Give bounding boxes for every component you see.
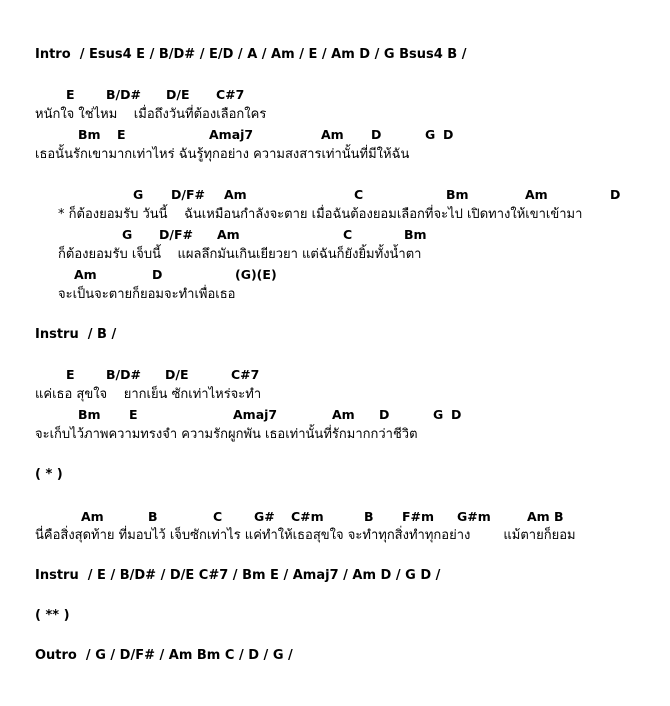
chord: C#m [291, 509, 324, 524]
chord: C#7 [231, 367, 260, 382]
chord: G#m [457, 509, 491, 524]
chord: (G)(E) [235, 267, 277, 282]
lyric-line: หนักใจ ใช่ไหม เมื่อถึงวันที่ต้องเลือกใคร [35, 107, 267, 122]
instru-line: Instru / E / B/D# / D/E C#7 / Bm E / Amaj7 / Am D / G D / [35, 568, 441, 583]
chord: F#m [402, 509, 435, 524]
lyric-line: จะเก็บไว้ภาพความทรงจำ ความรักผูกพัน เธอเท่านั้นที่รักมากกว่าชีวิต [35, 427, 418, 442]
chord: G [122, 227, 133, 242]
chord: D/E [165, 367, 189, 382]
chord: B [364, 509, 374, 524]
chord: C [213, 509, 223, 524]
chord: Amaj7 [209, 127, 254, 142]
chord: Am [321, 127, 344, 142]
chord: C#7 [216, 87, 245, 102]
chord: D [379, 407, 390, 422]
chord: Am [217, 227, 240, 242]
chord: Bm [446, 187, 469, 202]
chord: Bm [404, 227, 427, 242]
chord: B [148, 509, 158, 524]
chord: G [133, 187, 144, 202]
chord: Am [525, 187, 548, 202]
repeat-marker: ( * ) [35, 467, 63, 482]
chord-line [0, 127, 670, 143]
chord: Am [224, 187, 247, 202]
chord-line [0, 227, 670, 243]
chord: G [433, 407, 444, 422]
outro-line: Outro / G / D/F# / Am Bm C / D / G / [35, 648, 293, 663]
chord: Am [332, 407, 355, 422]
chord: C [354, 187, 364, 202]
repeat-marker: ( ** ) [35, 608, 70, 623]
chord: E [129, 407, 138, 422]
chord-line [0, 187, 670, 203]
chord: B/D# [106, 87, 141, 102]
chord: Am [81, 509, 104, 524]
chord: E [117, 127, 126, 142]
chord-line [0, 509, 670, 525]
chord-line [0, 87, 670, 103]
chord: Amaj7 [233, 407, 278, 422]
chord-line [0, 267, 670, 283]
chord: C [343, 227, 353, 242]
chord: D [152, 267, 163, 282]
chord: G [425, 127, 436, 142]
chord: B/D# [106, 367, 141, 382]
chord-line [0, 407, 670, 423]
chord: D [451, 407, 462, 422]
chord: Am B [527, 509, 564, 524]
lyric-line: แค่เธอ สุขใจ ยากเย็น ซักเท่าไหร่จะทำ [35, 387, 262, 402]
chord: D [443, 127, 454, 142]
intro-line: Intro / Esus4 E / B/D# / E/D / A / Am / E / Am D / G Bsus4 B / [35, 47, 467, 62]
chord: Bm [78, 127, 101, 142]
lyric-line: นี่คือสิ่งสุดท้าย ที่มอบไว้ เจ็บซักเท่าไร แค่ทำให้เธอสุขใจ จะทำทุกสิ่งทำทุกอย่าง แม้ตายก็ยอม [35, 528, 576, 543]
chord: D/E [166, 87, 190, 102]
chord: E [66, 367, 75, 382]
chord: E [66, 87, 75, 102]
lyric-line: เธอนั้นรักเขามากเท่าไหร่ ฉันรู้ทุกอย่าง ความสงสารเท่านั้นที่มีให้ฉัน [35, 147, 410, 162]
chord: D/F# [159, 227, 193, 242]
instru-line: Instru / B / [35, 327, 117, 342]
chord: D/F# [171, 187, 205, 202]
lyric-line: จะเป็นจะตายก็ยอมจะทำเพื่อเธอ [58, 287, 236, 302]
chord: Am [74, 267, 97, 282]
lyric-line: ก็ต้องยอมรับ เจ็บนี้ แผลลึกมันเกินเยียวยา แต่ฉันก็ยังยิ้มทั้งน้ำตา [58, 247, 422, 262]
chord-line [0, 367, 670, 383]
chord: G# [254, 509, 275, 524]
chord: D [610, 187, 621, 202]
chord: D [371, 127, 382, 142]
chord: Bm [78, 407, 101, 422]
lyric-line: * ก็ต้องยอมรับ วันนี้ ฉันเหมือนกำลังจะตาย เมื่อฉันต้องยอมเลือกที่จะไป เปิดทางให้เขาเข้ามา [58, 207, 583, 222]
